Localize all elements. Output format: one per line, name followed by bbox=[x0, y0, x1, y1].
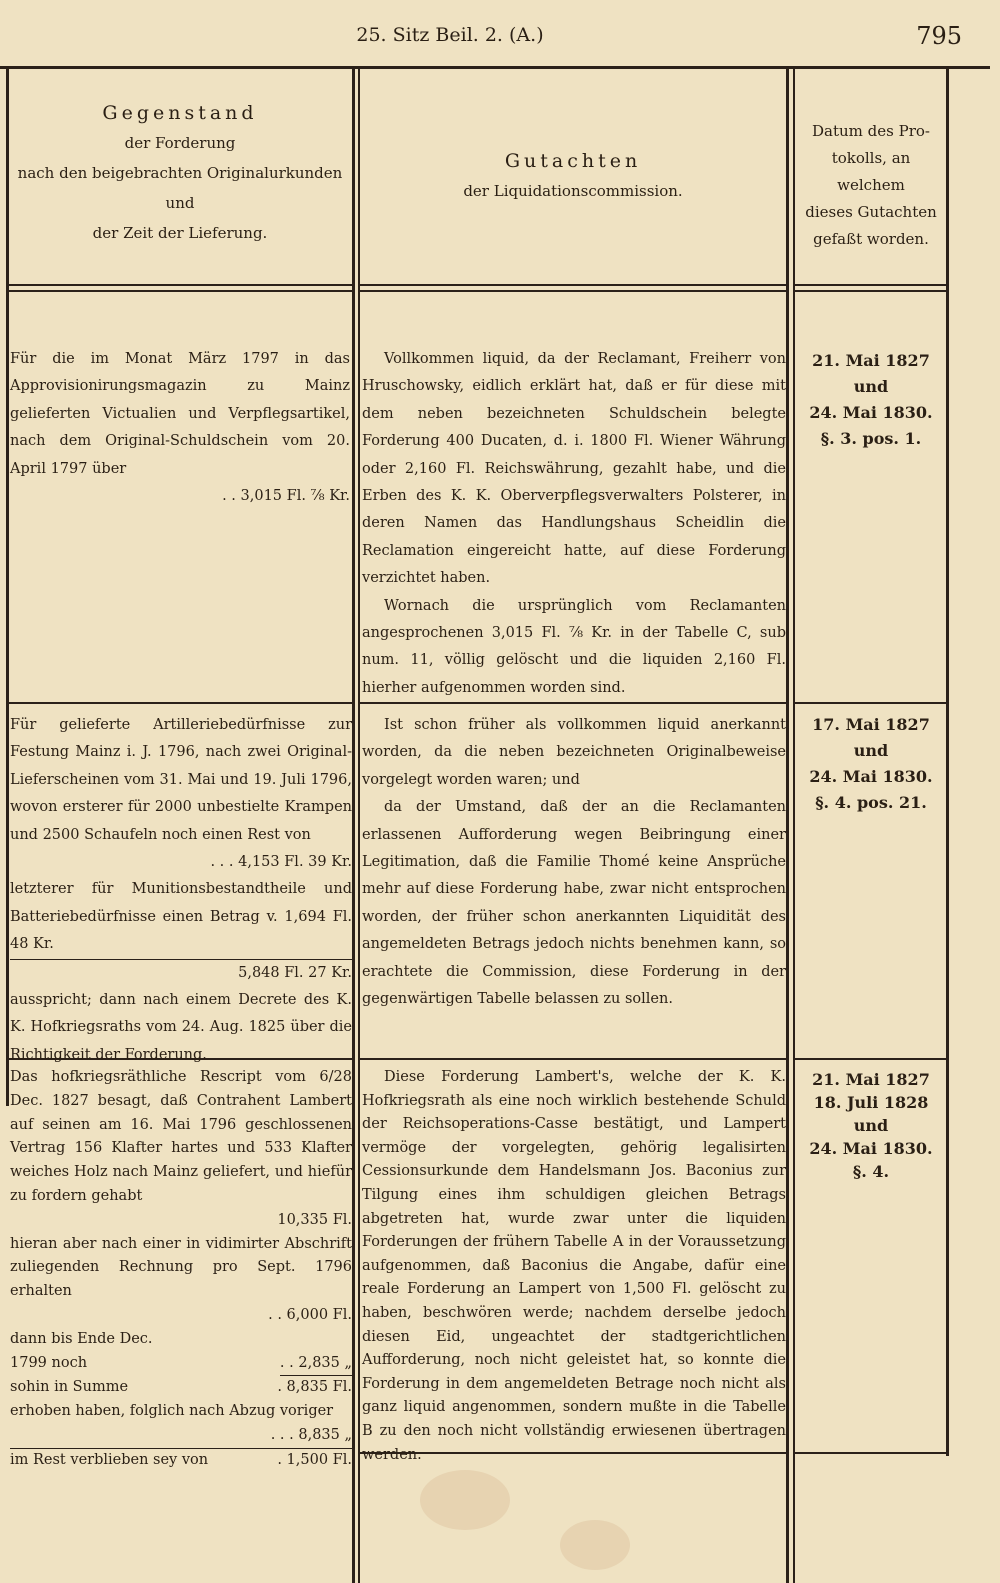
calc-amount: . 1,500 Fl. bbox=[277, 1451, 352, 1468]
subject-text bbox=[10, 876, 352, 958]
column-subtitle: tokolls, an welchem bbox=[831, 149, 911, 194]
subject-total: 5,848 Fl. 27 Kr. bbox=[10, 959, 352, 987]
header-separator-2b bbox=[360, 290, 788, 292]
subject-text: Das hofkriegsräthliche Rescript vom 6/28 Dec. 1827 besagt, daß Contrahent Lambert auf seinen am 16. Mai 1796 geschlossenen Vertrag 156 Klafter hartes und 533 Klafter weiches Holz nach Mainz geliefert, und hiefür zu fordern gehabt bbox=[10, 1069, 352, 1204]
table-row-1-subject bbox=[10, 346, 350, 510]
page-number: 795 bbox=[916, 22, 962, 50]
running-head: 25. Sitz Beil. 2. (A.) bbox=[356, 24, 544, 46]
date-line: §. 3. pos. 1. bbox=[820, 429, 922, 448]
opinion-paragraph: Vollkommen liquid, da der Reclamant, Freiherr von Hruschowsky, eidlich erklärt hat, daß er für diese mit dem neben bezeichneten Schuldschein belegte Forderung 400 Ducaten, d. i. 1800 Fl. Wiener Währung oder 2,160 Fl. Reichswährung, gezahlt habe, und die Erben des K. K. Oberverpflegsverwalters Polsterer, in deren Namen das Handlungshaus Scheidlin die Reclamation eingereicht hatte, auf diese Forderung verzichtet haben. bbox=[362, 351, 786, 587]
calc-label: im Rest verblieben sey von bbox=[10, 1451, 209, 1468]
table-row-2-subject bbox=[10, 712, 352, 1069]
header-separator-3 bbox=[795, 284, 948, 286]
opinion-paragraph: da der Umstand, daß der an die Reclamanten erlassenen Aufforderung wegen Beibringung einer Legitimation, daß die Familie Thomé keine Ansprüche mehr auf diese Forderung habe, zwar nicht entsprochen worden, der früher schon anerkannten Liquidität des angemeldeten Betrags jedoch nichts benehmen kann, so erachtete die Commission, diese Forderung in der gegenwärtigen Tabelle belassen zu sollen. bbox=[362, 799, 786, 1008]
column-divider-1 bbox=[352, 66, 355, 1583]
header-separator-3b bbox=[795, 290, 948, 292]
date-line: 17. Mai 1827 bbox=[812, 715, 930, 734]
subject-text: Für die im Monat März 1797 in das Approvisionirungsmagazin zu Mainz gelieferten Victualien und Verpflegsartikel, nach dem Original-Schuldschein vom 20. April 1797 über bbox=[10, 351, 350, 477]
column-divider-2 bbox=[786, 66, 789, 1583]
date-line: und bbox=[853, 741, 889, 760]
table-row-2-dates bbox=[796, 712, 946, 816]
date-line: 24. Mai 1830. bbox=[809, 1139, 933, 1158]
date-line: 24. Mai 1830. bbox=[809, 403, 933, 422]
calc-label: 1799 noch bbox=[10, 1354, 88, 1371]
column-title: Gegenstand bbox=[102, 102, 258, 124]
column-subtitle: und bbox=[165, 194, 195, 212]
header-separator-1 bbox=[6, 284, 355, 286]
subject-amount: 1,694 Fl. 48 Kr. bbox=[10, 908, 352, 953]
table-row-1-opinion bbox=[362, 346, 786, 702]
top-rule bbox=[0, 66, 990, 69]
table-row-3-opinion bbox=[362, 1066, 786, 1467]
right-rule bbox=[946, 66, 949, 1456]
calc-row bbox=[10, 1449, 352, 1473]
column-header-subject bbox=[10, 98, 350, 248]
row-separator bbox=[795, 702, 948, 704]
subject-amount: 10,335 Fl. bbox=[277, 1211, 352, 1228]
column-subtitle: nach den beigebrachten Originalurkunden bbox=[17, 164, 343, 182]
subject-text: erhoben haben, folglich nach Abzug voriger bbox=[10, 1403, 334, 1420]
column-header-date bbox=[796, 118, 946, 253]
opinion-paragraph: Wornach die ursprünglich vom Reclamanten angesprochenen 3,015 Fl. ⅞ Kr. in der Tabelle C, sub num. 11, völlig gelöscht und die liquiden 2,160 Fl. hierher aufgenommen worden sind. bbox=[362, 597, 786, 696]
column-subtitle: der Forderung bbox=[124, 134, 236, 152]
column-divider-2b bbox=[793, 66, 795, 1583]
column-subtitle: dieses Gutachten bbox=[805, 203, 937, 221]
calc-amount: . . 2,835 „ bbox=[280, 1352, 352, 1377]
header-separator-2 bbox=[360, 284, 788, 286]
opinion-paragraph: Diese Forderung Lambert's, welche der K. K. Hofkriegsrath als eine noch wirklich bestehende Schuld der Reichsoperations-Casse bestätigt, und Lampert vermöge der vorgelegten, gehörig legalisirten Cessionsurkunde dem Handelsmann Jos. Baconius zur Tilgung eines ihm schuldigen gleichen Betrags abgetreten hat, wurde zwar unter die liquiden Forderungen der frühern Tabelle A in der Voraussetzung aufgenommen, daß Baconius die Angabe, dafür eine reale Forderung an Lampert von 1,500 Fl. gelöscht zu haben, beschwören werde; nachdem derselbe jedoch diesen Eid, ungeachtet der stadtgerichtlichen Aufforderung, noch nicht geleistet hat, so konnte die Forderung in dem angemeldeten Betrage noch nicht als ganz liquid angenommen, sondern mußte in die Tabelle B zu den noch nicht vollständig erwiesenen übertragen werden. bbox=[362, 1069, 786, 1463]
paper-stain bbox=[420, 1470, 510, 1530]
column-subtitle: der Zeit der Lieferung. bbox=[92, 224, 268, 242]
paper-stain bbox=[560, 1520, 630, 1570]
table-row-3-dates bbox=[796, 1068, 946, 1183]
left-rule bbox=[6, 66, 9, 1106]
row-separator bbox=[6, 702, 355, 704]
calc-label: sohin in Summe bbox=[10, 1379, 129, 1396]
row-separator bbox=[795, 1452, 948, 1454]
opinion-paragraph: Ist schon früher als vollkommen liquid anerkannt worden, da die neben bezeichneten Originalbeweise vorgelegt worden waren; und bbox=[362, 717, 786, 788]
page-header bbox=[0, 18, 1000, 54]
table-row-2-opinion bbox=[362, 712, 786, 1013]
column-header-opinion bbox=[362, 146, 784, 206]
subject-text: ausspricht; dann nach einem Decrete des K. K. Hofkriegsraths vom 24. Aug. 1825 über die Richtigkeit der Forderung. bbox=[10, 992, 352, 1063]
column-title: Gutachten bbox=[504, 150, 642, 172]
date-line: 24. Mai 1830. bbox=[809, 767, 933, 786]
date-line: §. 4. bbox=[852, 1162, 890, 1181]
calc-row bbox=[10, 1376, 352, 1400]
calc-amount: . 8,835 Fl. bbox=[277, 1379, 352, 1396]
row-separator bbox=[360, 1058, 788, 1060]
row-separator bbox=[795, 1058, 948, 1060]
calc-row bbox=[10, 1352, 352, 1377]
subject-text: hieran aber nach einer in vidimirter Abschrift zuliegenden Rechnung pro Sept. 1796 erhalten bbox=[10, 1235, 352, 1300]
subject-text: dann bis Ende Dec. bbox=[10, 1330, 153, 1347]
date-line: und bbox=[853, 1116, 889, 1135]
subject-text: Für gelieferte Artilleriebedürfnisse zur Festung Mainz i. J. 1796, nach zwei Original-Lieferscheinen vom 31. Mai und 19. Juli 1796, wovon ersterer für 2000 unbestielte Krampen und 2500 Schaufeln noch einen Rest von bbox=[10, 717, 352, 843]
header-separator-1b bbox=[6, 290, 355, 292]
row-separator bbox=[360, 702, 788, 704]
subject-amount: . . 6,000 Fl. bbox=[268, 1306, 352, 1323]
subject-amount: . . 3,015 Fl. ⅞ Kr. bbox=[222, 488, 350, 505]
date-line: 21. Mai 1827 bbox=[812, 1070, 930, 1089]
date-line: §. 4. pos. 21. bbox=[815, 793, 927, 812]
date-line: 21. Mai 1827 bbox=[812, 351, 930, 370]
column-subtitle: der Liquidationscommission. bbox=[463, 182, 683, 200]
subject-fragment: letzterer für Munitionsbestandtheile und Batteriebedürfnisse einen Betrag v. bbox=[10, 881, 352, 925]
table-row-3-subject bbox=[10, 1066, 352, 1473]
column-subtitle: gefaßt worden. bbox=[813, 230, 929, 248]
date-line: und bbox=[853, 377, 889, 396]
column-divider-1b bbox=[358, 66, 360, 1583]
column-subtitle: Datum des Pro- bbox=[812, 122, 930, 140]
subject-amount: . . . 4,153 Fl. 39 Kr. bbox=[210, 854, 352, 871]
table-row-1-dates bbox=[796, 348, 946, 452]
date-line: 18. Juli 1828 bbox=[813, 1093, 929, 1112]
subject-amount: . . . 8,835 „ bbox=[10, 1424, 352, 1449]
